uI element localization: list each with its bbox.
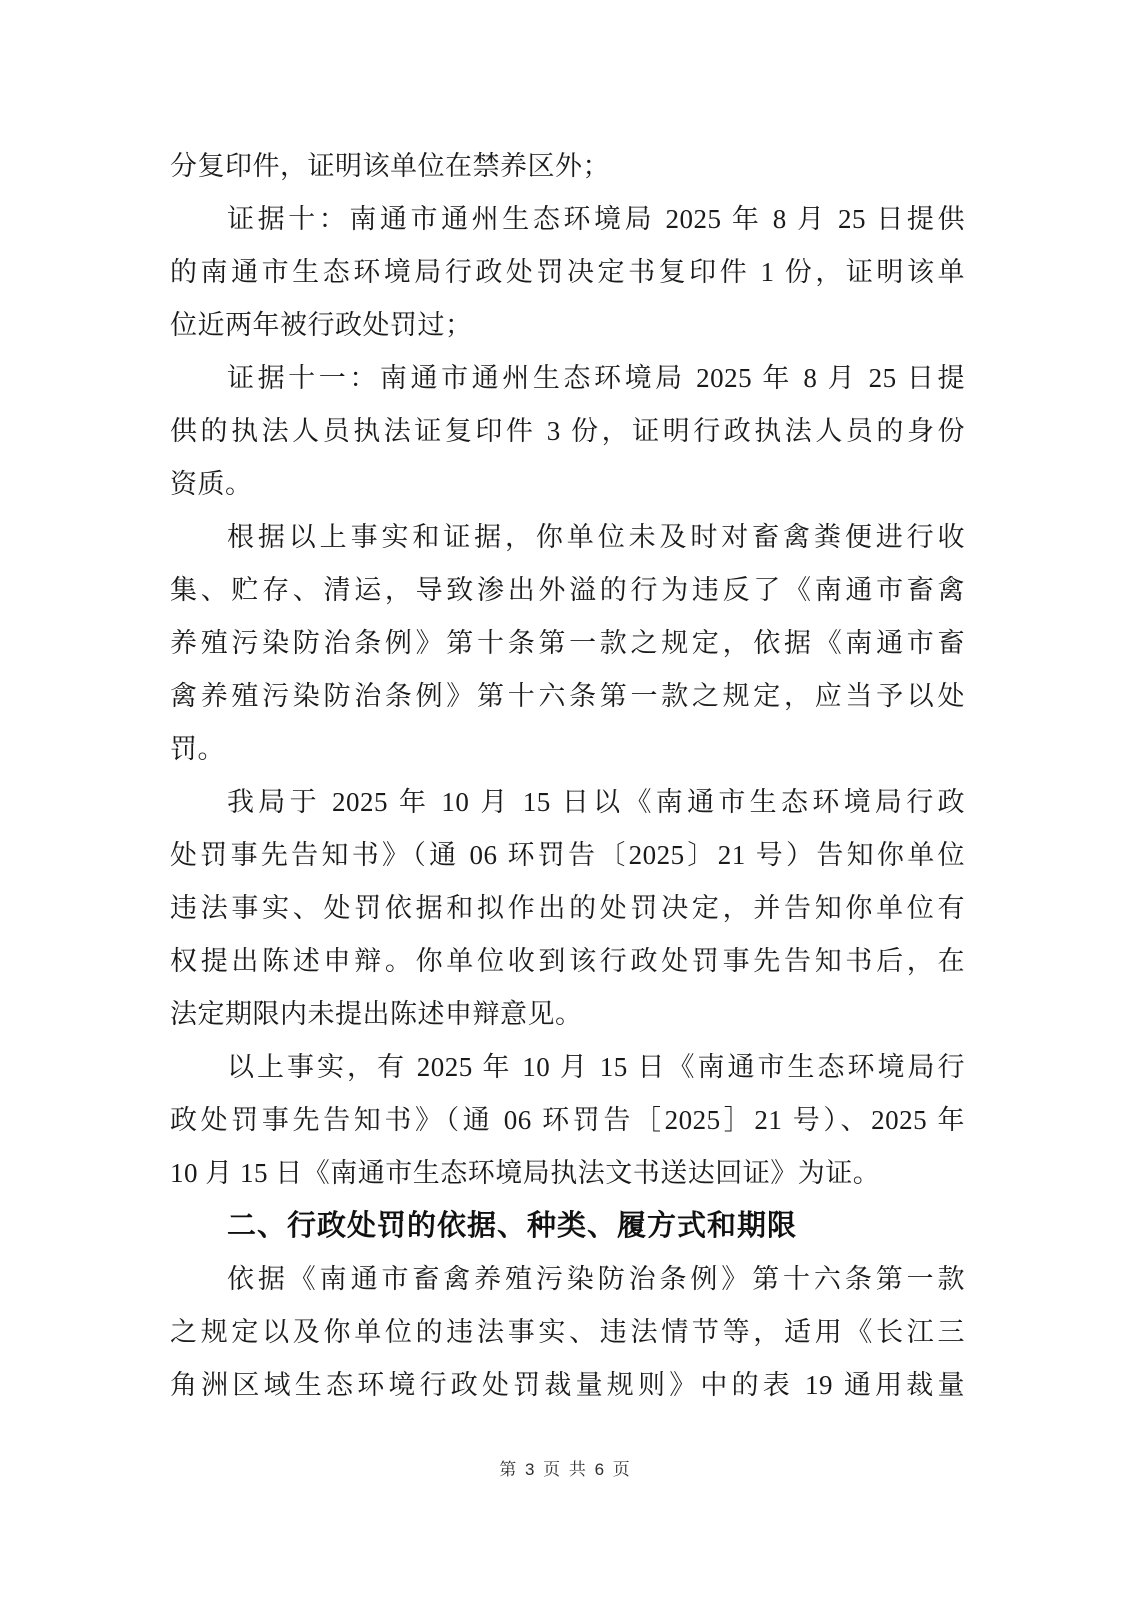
section-heading: 二、行政处罚的依据、种类、履方式和期限 bbox=[227, 1210, 798, 1242]
text-line: 根据以上事实和证据，你单位未及时对畜禽粪便进行收 bbox=[227, 522, 965, 552]
text-line: 证据十：南通市通州生态环境局 2025 年 8 月 25 日提供 bbox=[227, 204, 965, 234]
text-line: 分复印件，证明该单位在禁养区外； bbox=[170, 151, 610, 181]
text-line: 资质。 bbox=[170, 469, 253, 499]
text-line: 我局于 2025 年 10 月 15 日以《南通市生态环境局行政 bbox=[227, 787, 965, 817]
text-line: 处罚事先告知书》（通 06 环罚告〔2025〕21 号）告知你单位 bbox=[170, 840, 965, 870]
text-line: 的南通市生态环境局行政处罚决定书复印件 1 份，证明该单 bbox=[170, 257, 965, 287]
text-line: 违法事实、处罚依据和拟作出的处罚决定，并告知你单位有 bbox=[170, 893, 965, 923]
text-line: 政处罚事先告知书》（通 06 环罚告［2025］21 号）、2025 年 bbox=[170, 1105, 965, 1135]
document-body bbox=[170, 140, 965, 1412]
page-footer: 第 3 页 共 6 页 bbox=[499, 1460, 632, 1479]
text-line: 法定期限内未提出陈述申辩意见。 bbox=[170, 999, 583, 1029]
text-line: 之规定以及你单位的违法事实、违法情节等，适用《长江三 bbox=[170, 1317, 965, 1347]
text-line: 证据十一：南通市通州生态环境局 2025 年 8 月 25 日提 bbox=[227, 363, 965, 393]
text-line: 权提出陈述申辩。你单位收到该行政处罚事先告知书后，在 bbox=[170, 946, 965, 976]
text-line: 养殖污染防治条例》第十条第一款之规定，依据《南通市畜 bbox=[170, 628, 965, 658]
text-line: 供的执法人员执法证复印件 3 份，证明行政执法人员的身份 bbox=[170, 416, 965, 446]
text-line: 位近两年被行政处罚过； bbox=[170, 310, 473, 340]
text-line: 依据《南通市畜禽养殖污染防治条例》第十六条第一款 bbox=[227, 1264, 965, 1294]
text-line: 10 月 15 日《南通市生态环境局执法文书送达回证》为证。 bbox=[170, 1158, 881, 1188]
text-line: 罚。 bbox=[170, 734, 225, 764]
text-line: 角洲区域生态环境行政处罚裁量规则》中的表 19 通用裁量 bbox=[170, 1370, 965, 1400]
text-line: 以上事实，有 2025 年 10 月 15 日《南通市生态环境局行 bbox=[227, 1052, 965, 1082]
text-line: 禽养殖污染防治条例》第十六条第一款之规定，应当予以处 bbox=[170, 681, 965, 711]
text-line: 集、贮存、清运，导致渗出外溢的行为违反了《南通市畜禽 bbox=[170, 575, 965, 605]
